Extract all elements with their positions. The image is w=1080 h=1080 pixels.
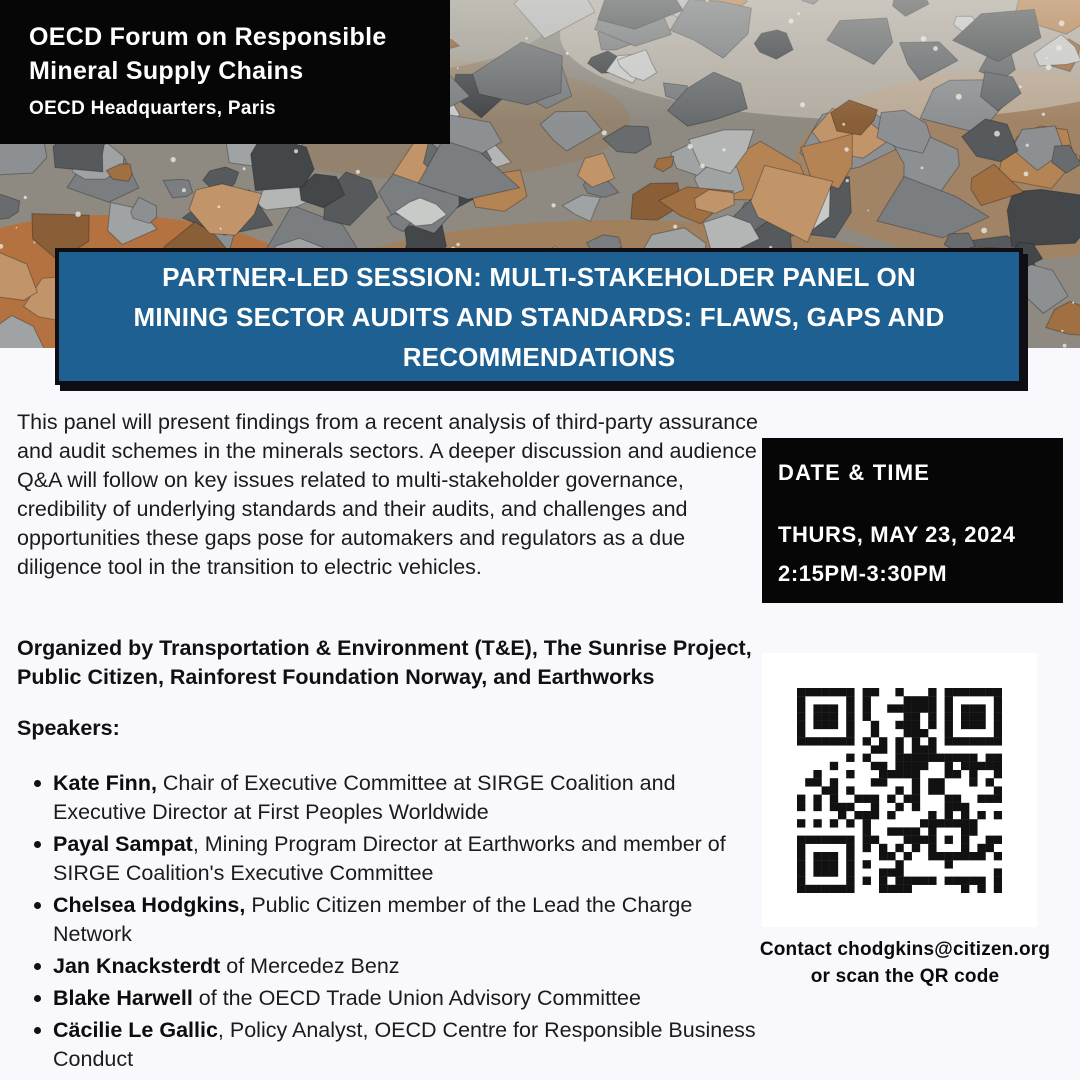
speaker-name: Blake Harwell: [53, 986, 193, 1010]
speaker-name: Cäcilie Le Gallic: [53, 1018, 218, 1042]
speaker-item: [17, 891, 765, 949]
qr-code-image: [797, 688, 1002, 893]
speaker-role: Public Citizen member of the Lead the Charge Network: [53, 893, 693, 946]
speaker-item: [17, 769, 765, 827]
speaker-item: [17, 984, 765, 1013]
speaker-role: , Policy Analyst, OECD Centre for Responsible Business Conduct: [53, 1018, 756, 1071]
speaker-item: [17, 952, 765, 981]
speaker-name: Jan Knacksterdt: [53, 954, 221, 978]
speaker-item: [17, 830, 765, 888]
datetime-box: [762, 438, 1063, 603]
datetime-date: THURS, MAY 23, 2024: [778, 522, 1016, 547]
event-title: OECD Forum on Responsible Mineral Supply Chains: [29, 23, 387, 85]
contact-line2: or scan the QR code: [810, 966, 1000, 987]
contact-line1: Contact chodgkins@citizen.org: [759, 939, 1051, 960]
session-banner: [55, 248, 1023, 385]
speaker-name: Payal Sampat: [53, 832, 193, 856]
speakers-list: [17, 769, 765, 1077]
speaker-role: of Mercedez Benz: [220, 954, 400, 978]
speakers-label: Speakers:: [17, 716, 120, 740]
session-banner-title: PARTNER-LED SESSION: MULTI-STAKEHOLDER PANEL ON MINING SECTOR AUDITS AND STANDARDS: FLAWS, GAPS AND RECOMMENDATIONS: [133, 261, 945, 372]
speaker-role: of the OECD Trade Union Advisory Committee: [192, 986, 641, 1010]
speaker-role: Chair of Executive Committee at SIRGE Coalition and Executive Director at First Peoples Worldwide: [53, 771, 676, 824]
speaker-name: Kate Finn,: [53, 771, 157, 795]
description-text: This panel will present findings from a recent analysis of third-party assurance and audit schemes in the minerals sectors. A deeper discussion and audience Q&A will follow on key issues related to multi-stakeholder governance, credibility of underlying standards and their audits, and challenges and opportunities these gaps pose for automakers and regulators as a due diligence tool in the transition to electric vehicles.: [17, 410, 758, 579]
speaker-name: Chelsea Hodgkins,: [53, 893, 246, 917]
organized-by-text: Organized by Transportation & Environment (T&E), The Sunrise Project, Public Citizen, Rainforest Foundation Norway, and Earthworks: [17, 636, 752, 689]
datetime-time: 2:15PM-3:30PM: [778, 561, 948, 586]
title-box: [0, 0, 450, 144]
datetime-label: DATE & TIME: [778, 460, 931, 485]
event-location: OECD Headquarters, Paris: [29, 98, 276, 119]
qr-card: [762, 653, 1037, 927]
contact-text: [740, 936, 1070, 990]
speaker-item: [17, 1016, 765, 1074]
speaker-role: , Mining Program Director at Earthworks and member of SIRGE Coalition's Executive Committee: [53, 832, 726, 885]
